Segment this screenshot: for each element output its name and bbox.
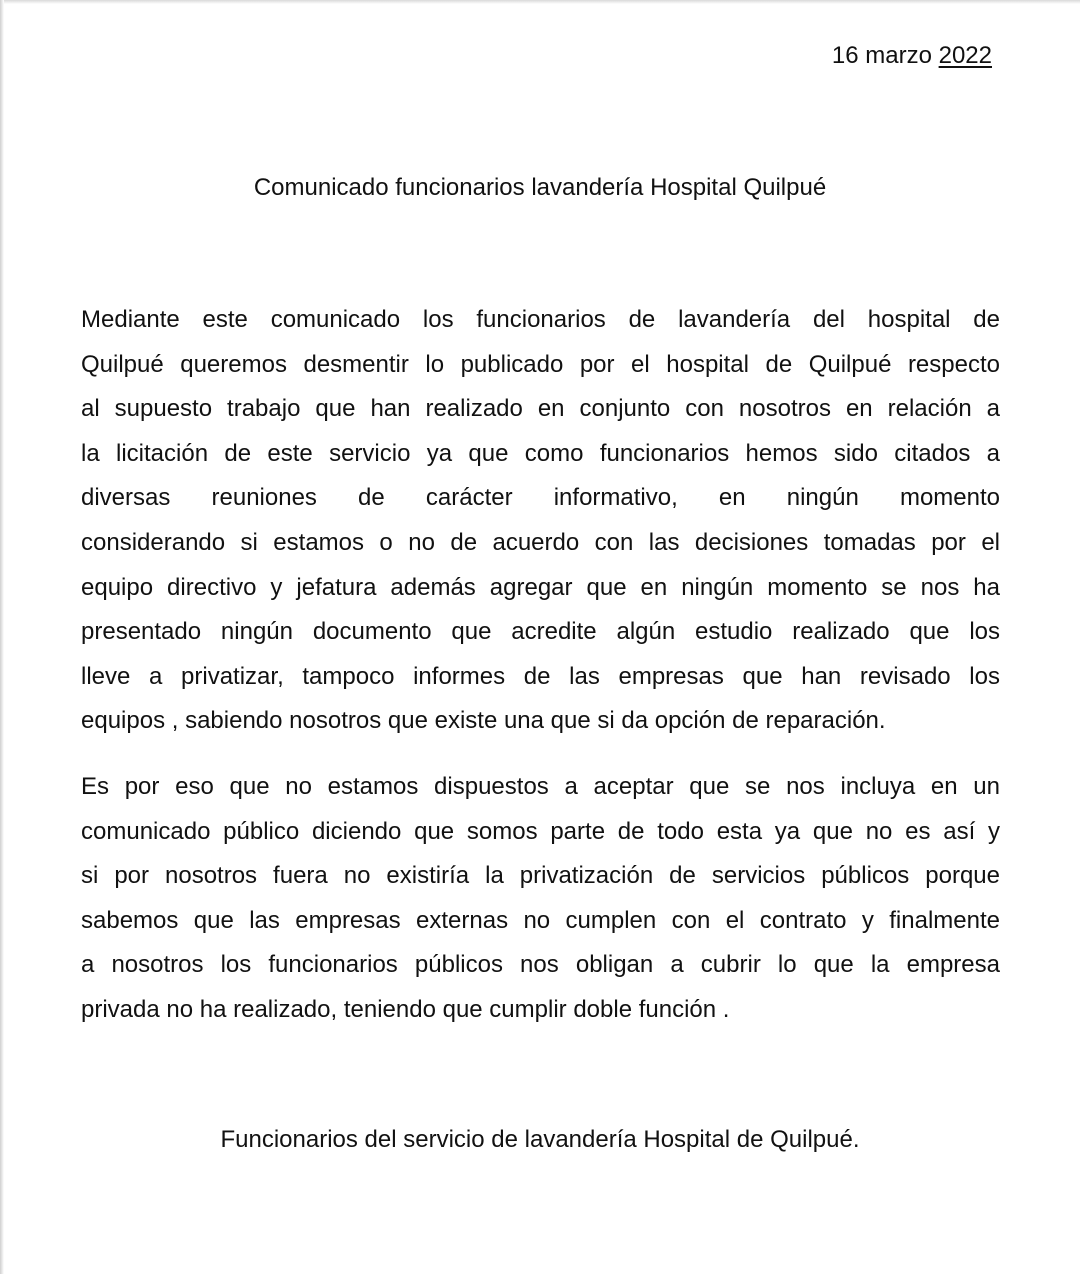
document-date — [832, 40, 992, 72]
date-day-month: 16 marzo — [831, 42, 939, 69]
paragraph-line: al supuesto trabajo que han realizado en conjunto con nosotros en relación a — [81, 395, 1000, 423]
page-top-edge — [0, 0, 1080, 4]
paragraph-line: Es por eso que no estamos dispuestos a aceptar que se nos incluya en un — [81, 773, 1000, 800]
document-title: Comunicado funcionarios lavandería Hospital Quilpué — [253, 174, 827, 201]
paragraph-line: Mediante este comunicado los funcionarios de lavandería del hospital de — [81, 306, 1000, 333]
document-signature: Funcionarios del servicio de lavandería Hospital de Quilpué. — [220, 1126, 860, 1153]
paragraph-line: presentado ningún documento que acredite algún estudio realizado que los — [81, 618, 1000, 646]
paragraph-line: diversas reuniones de carácter informativo, en ningún momento — [81, 484, 1000, 512]
paragraph-line: la licitación de este servicio ya que como funcionarios hemos sido citados a — [81, 439, 1000, 467]
paragraph-line: a nosotros los funcionarios públicos nos obligan a cubrir lo que la empresa — [81, 951, 1000, 979]
paragraph-2 — [81, 765, 1000, 1033]
paragraph-line: sabemos que las empresas externas no cumplen con el contrato y finalmente — [81, 906, 1000, 934]
paragraph-line: comunicado público diciendo que somos parte de todo esta ya que no es así y — [81, 817, 1000, 845]
paragraph-line: Quilpué queremos desmentir lo publicado por el hospital de Quilpué respecto — [81, 350, 1000, 378]
paragraph-1 — [81, 298, 1000, 744]
date-year: 2022 — [938, 42, 992, 69]
paragraph-line: si por nosotros fuera no existiría la privatización de servicios públicos porque — [81, 862, 1000, 890]
paragraph-line: equipo directivo y jefatura además agregar que en ningún momento se nos ha — [81, 573, 1000, 601]
paragraph-line: lleve a privatizar, tampoco informes de las empresas que han revisado los — [81, 662, 1000, 690]
paragraph-line: considerando si estamos o no de acuerdo con las decisiones tomadas por el — [81, 528, 1000, 556]
paragraph-line: equipos , sabiendo nosotros que existe una que si da opción de reparación. — [81, 707, 886, 735]
paragraph-line: privada no ha realizado, teniendo que cumplir doble función . — [81, 995, 730, 1023]
